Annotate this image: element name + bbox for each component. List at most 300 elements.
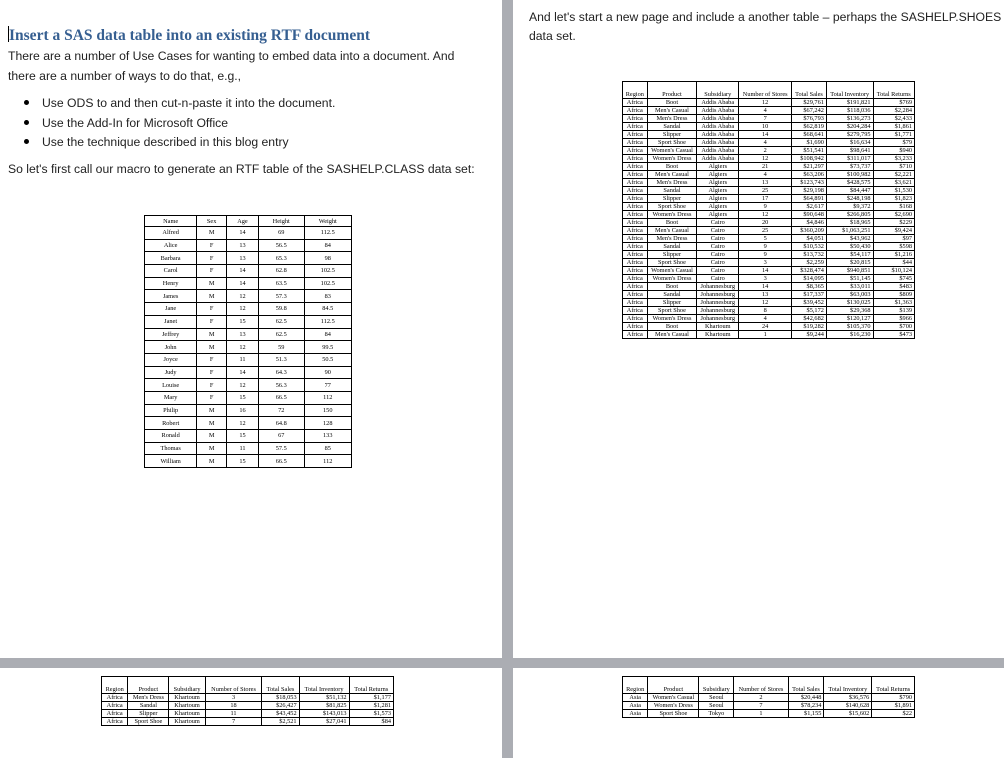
table-cell: 150 [304,404,351,417]
table-cell: $76,793 [792,115,827,123]
table-row [623,179,915,187]
table-cell: Sandal [647,243,697,251]
table-cell: 84 [304,328,351,341]
table-cell: $1,690 [792,139,827,147]
table-cell: $62,819 [792,123,827,131]
table-cell: Africa [623,219,648,227]
table-cell: $54,117 [826,251,873,259]
table-cell: 112 [304,391,351,404]
table-cell: Addis Ababa [697,147,739,155]
table-cell: $483 [873,283,914,291]
table-cell: $2,284 [873,107,914,115]
table-cell: 57.5 [258,442,304,455]
table-cell: Alice [145,239,197,252]
table-cell: Khartoum [169,702,205,710]
table-row [145,277,352,290]
table-cell: 13 [739,179,792,187]
table-cell: $168 [873,203,914,211]
table-row [145,252,352,265]
table-cell: 24 [739,323,792,331]
table-row [623,235,915,243]
table-cell: $97 [873,235,914,243]
table-cell: $266,805 [826,211,873,219]
table-cell: Algiers [697,211,739,219]
table-cell: Asia [623,694,648,702]
table-cell: $3,621 [873,179,914,187]
table-cell: Boot [647,323,697,331]
table-cell: M [197,404,227,417]
table-cell: $90,648 [792,211,827,219]
table-cell: Cairo [697,275,739,283]
table-cell: William [145,455,197,468]
table-cell: 72 [258,404,304,417]
table-cell: Joyce [145,353,197,366]
table-cell: 11 [205,710,262,718]
table-cell: 12 [739,299,792,307]
table-row [623,187,915,195]
table-cell: $140,628 [824,702,872,710]
table-cell: Boot [647,219,697,227]
table-cell: Sport Shoe [128,718,169,726]
table-cell: Cairo [697,267,739,275]
table-cell: Thomas [145,442,197,455]
class-data-table [144,215,352,468]
table-cell: Africa [623,203,648,211]
table-cell: $2,433 [873,115,914,123]
table-row [623,131,915,139]
table-cell: 62.5 [258,315,304,328]
table-cell: $248,198 [826,195,873,203]
column-header: Region [623,82,648,99]
table-cell: $27,041 [299,718,349,726]
table-cell: 8 [739,307,792,315]
table-cell: Africa [623,139,648,147]
table-cell: 64.8 [258,417,304,430]
table-cell: Africa [623,195,648,203]
table-cell: Women's Dress [647,211,697,219]
table-cell: $29,368 [826,307,873,315]
table-cell: $63,003 [826,291,873,299]
table-cell: Africa [623,235,648,243]
table-cell: $68,641 [792,131,827,139]
column-header: Product [648,677,699,694]
document-page-3[interactable] [0,668,502,758]
table-cell: 4 [739,107,792,115]
table-cell: Henry [145,277,197,290]
table-row [623,283,915,291]
table-cell: 9 [739,203,792,211]
column-header: Weight [304,216,351,227]
table-row [623,315,915,323]
table-cell: $1,177 [349,694,393,702]
table-cell: Boot [647,283,697,291]
column-header: Total Inventory [299,677,349,694]
table-row [145,379,352,392]
table-cell: 13 [739,291,792,299]
table-cell: Khartoum [169,710,205,718]
table-cell: Algiers [697,187,739,195]
table-cell: $1,063,251 [826,227,873,235]
table-cell: Addis Ababa [697,131,739,139]
table-cell: 3 [205,694,262,702]
column-header: Number of Stores [205,677,262,694]
table-cell: Cairo [697,259,739,267]
table-cell: Africa [623,291,648,299]
table-cell: Louise [145,379,197,392]
table-cell: Africa [623,259,648,267]
table-cell: $2,521 [262,718,299,726]
table-cell: F [197,239,227,252]
bullet-icon [24,139,29,144]
table-cell: Philip [145,404,197,417]
table-row [145,455,352,468]
table-cell: 9 [739,251,792,259]
table-cell: James [145,290,197,303]
table-cell: 56.3 [258,379,304,392]
column-header: Total Returns [872,677,915,694]
table-cell: 21 [739,163,792,171]
table-cell: $33,011 [826,283,873,291]
table-cell: 65.3 [258,252,304,265]
table-cell: 12 [227,303,259,316]
table-cell: Men's Dress [128,694,169,702]
bullet-text: Use ODS to and then cut-n-paste it into the document. [42,96,336,110]
table-cell: $51,132 [299,694,349,702]
table-cell: Africa [623,227,648,235]
table-cell: $118,036 [826,107,873,115]
bullet-text: Use the technique described in this blog entry [42,135,289,149]
table-cell: Women's Dress [647,315,697,323]
table-cell: 25 [739,227,792,235]
document-page-1[interactable] [0,0,502,658]
table-cell: F [197,391,227,404]
column-header: Name [145,216,197,227]
bullet-item [20,133,335,153]
table-cell: Barbara [145,252,197,265]
table-cell: 15 [227,315,259,328]
table-cell: 59 [258,341,304,354]
table-cell: F [197,353,227,366]
table-cell: Slipper [647,131,697,139]
table-cell: 20 [739,219,792,227]
table-cell: Mary [145,391,197,404]
table-cell: $311,017 [826,155,873,163]
table-row [623,211,915,219]
table-cell: 3 [739,259,792,267]
table-cell: $966 [873,315,914,323]
table-row [145,239,352,252]
table-cell: 77 [304,379,351,392]
table-cell: Seoul [699,694,734,702]
table-cell: M [197,227,227,240]
table-cell: $43,452 [262,710,299,718]
table-cell: Africa [623,187,648,195]
table-row [145,303,352,316]
table-cell: $9,372 [826,203,873,211]
table-row [623,203,915,211]
table-cell: $130,025 [826,299,873,307]
table-cell: Africa [102,694,128,702]
table-cell: $809 [873,291,914,299]
table-cell: 12 [227,417,259,430]
table-cell: $84,447 [826,187,873,195]
table-cell: Addis Ababa [697,115,739,123]
column-header: Total Sales [788,677,824,694]
table-row [623,259,915,267]
table-cell: 90 [304,366,351,379]
column-header: Region [623,677,648,694]
table-row [623,323,915,331]
table-cell: Men's Casual [647,107,697,115]
table-cell: $1,891 [872,702,915,710]
table-row [623,195,915,203]
table-cell: Sandal [128,702,169,710]
column-header: Total Inventory [826,82,873,99]
table-cell: Carol [145,265,197,278]
table-cell: 25 [739,187,792,195]
table-cell: $9,244 [792,331,827,339]
column-header: Sex [197,216,227,227]
table-cell: $1,281 [349,702,393,710]
table-row [623,123,915,131]
table-row [623,107,915,115]
table-cell: $26,427 [262,702,299,710]
table-cell: 7 [734,702,788,710]
table-cell: Addis Ababa [697,123,739,131]
table-header-row [623,82,915,99]
table-cell: Addis Ababa [697,155,739,163]
table-cell: 83 [304,290,351,303]
column-header: Subsidiary [699,677,734,694]
table-row [623,331,915,339]
table-cell: 13 [227,328,259,341]
column-header: Total Returns [873,82,914,99]
table-cell: $428,575 [826,179,873,187]
table-cell: $50,430 [826,243,873,251]
shoes-data-table [622,81,915,339]
table-cell: 14 [227,277,259,290]
table-cell: $16,230 [826,331,873,339]
column-header: Product [128,677,169,694]
column-header: Total Sales [262,677,299,694]
table-cell: 7 [205,718,262,726]
table-cell: Africa [623,155,648,163]
document-page-4[interactable] [513,668,1004,758]
table-cell: Africa [102,718,128,726]
table-row [145,341,352,354]
table-cell: $2,221 [873,171,914,179]
table-cell: Robert [145,417,197,430]
table-cell: $9,424 [873,227,914,235]
table-cell: $143,013 [299,710,349,718]
table-cell: $19,282 [792,323,827,331]
table-cell: Slipper [128,710,169,718]
table-cell: Jane [145,303,197,316]
table-cell: 128 [304,417,351,430]
table-cell: $81,825 [299,702,349,710]
table-cell: 102.5 [304,277,351,290]
table-cell: 51.3 [258,353,304,366]
table-cell: Africa [623,323,648,331]
table-cell: Ronald [145,430,197,443]
table-row [623,147,915,155]
table-cell: $10,532 [792,243,827,251]
table-cell: 4 [739,139,792,147]
column-header: Subsidiary [169,677,205,694]
intro-line-2: there are a number of ways to do that, e.g., [8,69,242,83]
table-row [623,267,915,275]
table-cell: Slipper [647,195,697,203]
table-cell: $1,823 [873,195,914,203]
table-cell: $3,233 [873,155,914,163]
table-cell: $123,743 [792,179,827,187]
table-cell: 11 [227,442,259,455]
table-cell: Women's Dress [647,155,697,163]
table-row [623,227,915,235]
table-cell: 12 [739,211,792,219]
column-header: Age [227,216,259,227]
table-cell: 4 [739,315,792,323]
table-row [623,694,915,702]
document-page-2[interactable] [513,0,1004,658]
table-cell: Africa [623,147,648,155]
table-cell: 7 [739,115,792,123]
table-cell: $120,127 [826,315,873,323]
table-cell: Khartoum [697,331,739,339]
table-cell: 14 [739,267,792,275]
table-cell: 15 [227,430,259,443]
table-cell: $328,474 [792,267,827,275]
table-cell: Africa [102,710,128,718]
table-row [145,265,352,278]
bullet-item [20,114,335,134]
table-cell: M [197,430,227,443]
table-cell: 3 [739,275,792,283]
table-cell: 59.8 [258,303,304,316]
table-cell: Africa [623,299,648,307]
table-cell: 10 [739,123,792,131]
table-cell: Tokyo [699,710,734,718]
table-cell: Africa [623,179,648,187]
table-cell: Cairo [697,235,739,243]
table-cell: $279,795 [826,131,873,139]
table-cell: 56.5 [258,239,304,252]
table-cell: Africa [623,243,648,251]
table-cell: M [197,290,227,303]
table-cell: Men's Casual [647,331,697,339]
table-cell: 12 [227,379,259,392]
table-cell: Africa [623,307,648,315]
table-cell: Slipper [647,251,697,259]
table-cell: 84.5 [304,303,351,316]
table-cell: 112 [304,455,351,468]
table-cell: Sandal [647,187,697,195]
table-cell: $51,145 [826,275,873,283]
table-cell: $139 [873,307,914,315]
table-cell: $20,815 [826,259,873,267]
table-row [145,290,352,303]
table-cell: Alfred [145,227,197,240]
table-cell: Women's Casual [647,267,697,275]
table-cell: F [197,366,227,379]
table-cell: $4,846 [792,219,827,227]
table-cell: $940,851 [826,267,873,275]
table-cell: 14 [227,366,259,379]
table-cell: M [197,277,227,290]
table-cell: $20,448 [788,694,824,702]
table-cell: F [197,315,227,328]
table-cell: $1,573 [349,710,393,718]
table-cell: Boot [647,99,697,107]
table-cell: Africa [623,131,648,139]
table-row [623,155,915,163]
table-row [623,115,915,123]
table-row [623,702,915,710]
bullet-item [20,94,335,114]
table-cell: $42,682 [792,315,827,323]
table-cell: 14 [739,131,792,139]
table-row [102,694,394,702]
table-cell: Women's Casual [648,694,699,702]
table-cell: $29,761 [792,99,827,107]
table-cell: 133 [304,430,351,443]
table-cell: Algiers [697,203,739,211]
class-call-text: So let's first call our macro to generate an RTF table of the SASHELP.CLASS data set: [8,162,475,176]
table-cell: Men's Dress [647,179,697,187]
table-cell: $13,732 [792,251,827,259]
table-cell: Johannesburg [697,283,739,291]
column-header: Number of Stores [734,677,788,694]
table-cell: Addis Ababa [697,107,739,115]
table-row [623,139,915,147]
table-cell: $2,690 [873,211,914,219]
table-cell: $100,982 [826,171,873,179]
table-cell: 112.5 [304,227,351,240]
table-cell: Algiers [697,179,739,187]
table-header-row [623,677,915,694]
table-cell: $940 [873,147,914,155]
table-row [623,163,915,171]
bullet-text: Use the Add-In for Microsoft Office [42,115,229,130]
table-cell: Johannesburg [697,299,739,307]
table-cell: $36,576 [824,694,872,702]
table-cell: $98,641 [826,147,873,155]
table-cell: F [197,252,227,265]
column-header: Height [258,216,304,227]
table-cell: $105,370 [826,323,873,331]
table-cell: $44 [873,259,914,267]
table-cell: $769 [873,99,914,107]
table-cell: 98 [304,252,351,265]
table-cell: $790 [872,694,915,702]
table-cell: Johannesburg [697,291,739,299]
table-cell: Africa [623,115,648,123]
table-cell: M [197,341,227,354]
table-cell: M [197,455,227,468]
table-cell: 18 [205,702,262,710]
table-cell: 112.5 [304,315,351,328]
table-cell: Women's Casual [647,147,697,155]
table-cell: 85 [304,442,351,455]
table-cell: $1,771 [873,131,914,139]
table-cell: $16,634 [826,139,873,147]
table-cell: $84 [349,718,393,726]
table-cell: Africa [623,171,648,179]
table-cell: $1,530 [873,187,914,195]
table-cell: 14 [227,265,259,278]
table-cell: Addis Ababa [697,139,739,147]
table-cell: $67,242 [792,107,827,115]
